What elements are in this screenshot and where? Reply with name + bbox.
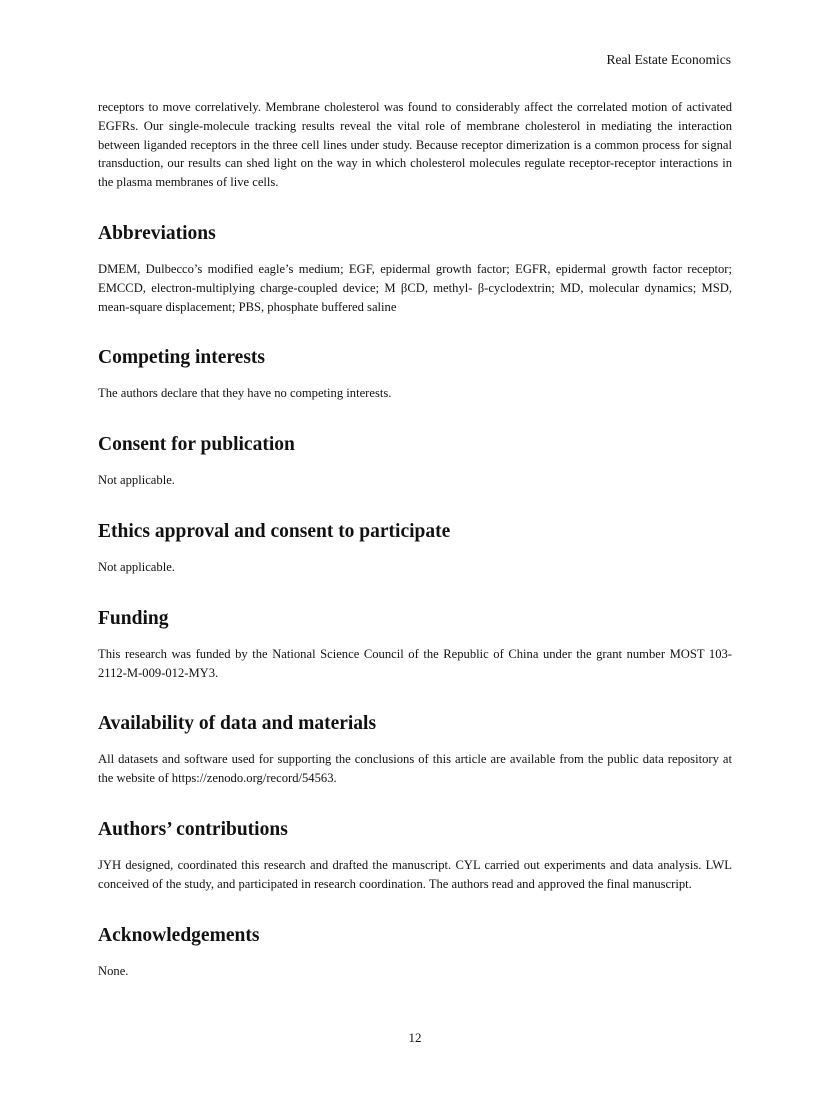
section-body: The authors declare that they have no competing interests. bbox=[98, 386, 392, 401]
section-heading: Consent for publication bbox=[98, 434, 295, 456]
section-heading: Funding bbox=[98, 607, 169, 629]
section-body: This research was funded by the National Science Council of the Republic of China under the grant number MOST 103-2112-M-009-012-MY3. bbox=[98, 646, 732, 680]
section-body: Not applicable. bbox=[98, 473, 175, 488]
running-head: Real Estate Economics bbox=[606, 52, 731, 67]
section-ethics-approval bbox=[98, 520, 732, 577]
section-funding bbox=[98, 607, 732, 683]
section-heading: Availability of data and materials bbox=[98, 713, 377, 735]
section-heading: Authors’ contributions bbox=[98, 818, 288, 840]
section-abbreviations bbox=[98, 222, 732, 316]
section-body: None. bbox=[98, 963, 129, 978]
intro-paragraph: receptors to move correlatively. Membrane cholesterol was found to considerably affect the correlated motion of activated EGFRs. Our single-molecule tracking results reveal the vital role of membrane cholesterol in mediating the interaction between liganded receptors in the three cell lines under study. Because receptor dimerization is a common process for signal transduction, our results can shed light on the way in which cholesterol molecules regulate receptor-receptor interactions in the plasma membranes of live cells. bbox=[98, 100, 732, 190]
section-body: JYH designed, coordinated this research and drafted the manuscript. CYL carried out experiments and data analysis. LWL conceived of the study, and participated in research coordination. The authors read and approved the final manuscript. bbox=[98, 857, 732, 891]
section-body: All datasets and software used for supporting the conclusions of this article are available from the public data repository at the website of https://zenodo.org/record/54563. bbox=[98, 752, 732, 786]
page-content bbox=[98, 98, 732, 980]
section-availability-of-data bbox=[98, 712, 732, 788]
section-authors-contributions bbox=[98, 818, 732, 894]
section-body: DMEM, Dulbecco’s modified eagle’s medium; EGF, epidermal growth factor; EGFR, epidermal growth factor receptor; EMCCD, electron-multiplying charge-coupled device; M βCD, methyl- β-cyclodextrin; MD, molecular dynamics; MSD, mean-square displacement; PBS, phosphate buffered saline bbox=[98, 261, 732, 314]
section-heading: Abbreviations bbox=[98, 222, 216, 244]
section-heading: Ethics approval and consent to participate bbox=[98, 520, 451, 542]
section-heading: Competing interests bbox=[98, 347, 265, 369]
section-acknowledgements bbox=[98, 924, 732, 981]
section-competing-interests bbox=[98, 346, 732, 403]
section-consent-for-publication bbox=[98, 433, 732, 490]
section-body: Not applicable. bbox=[98, 559, 175, 574]
section-heading: Acknowledgements bbox=[98, 924, 260, 946]
page-number: 12 bbox=[408, 1030, 422, 1045]
